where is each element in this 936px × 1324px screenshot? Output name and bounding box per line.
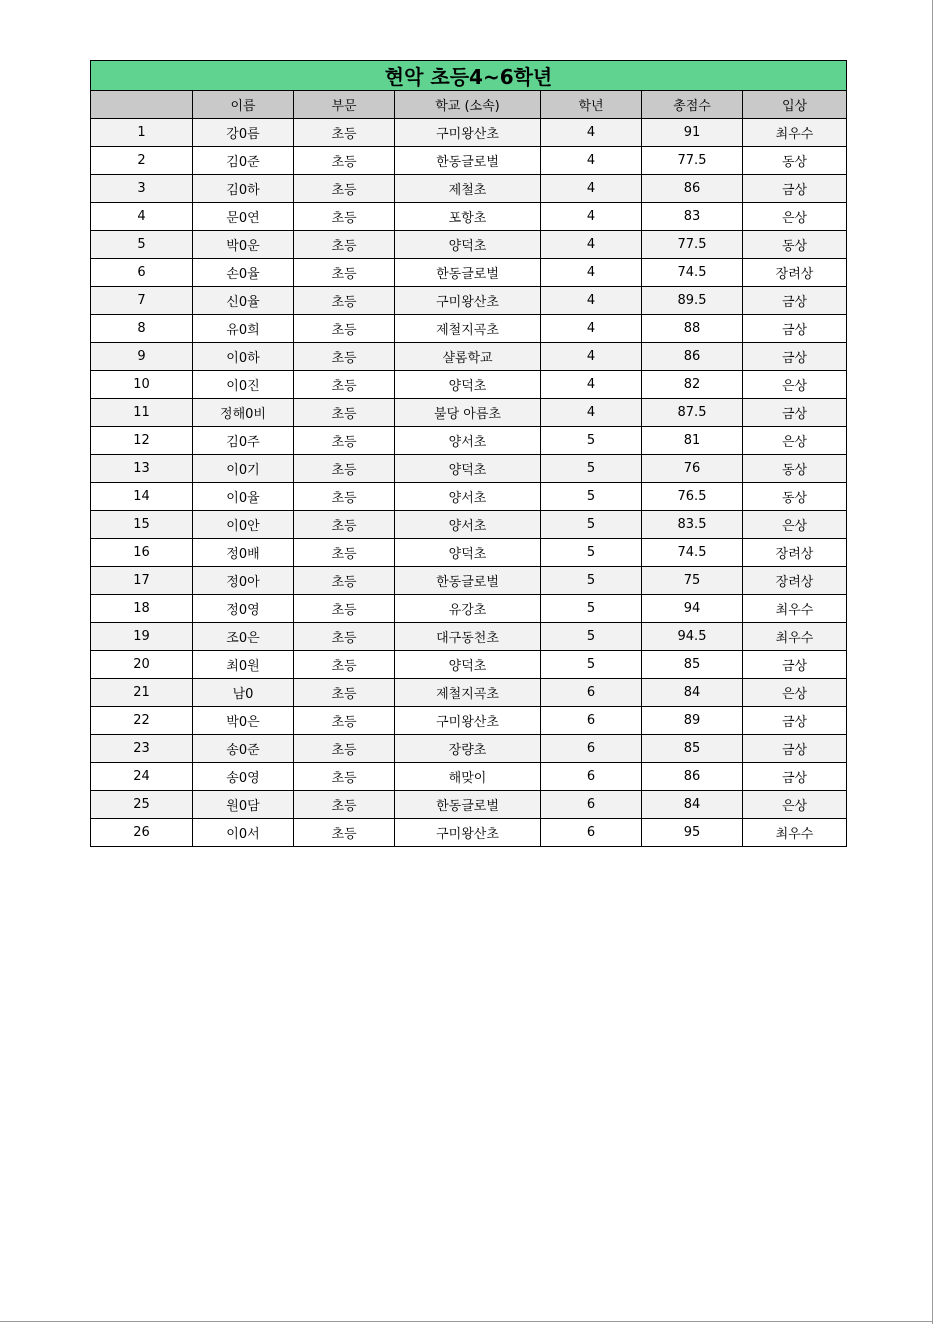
cell-name: 문0연	[193, 203, 294, 231]
cell-school: 제철지곡초	[395, 315, 541, 343]
table-row	[91, 623, 847, 651]
cell-grade: 5	[541, 483, 642, 511]
table-row	[91, 427, 847, 455]
cell-name: 박0은	[193, 707, 294, 735]
cell-index: 17	[91, 567, 193, 595]
results-table	[90, 60, 847, 847]
header-award: 입상	[743, 91, 847, 119]
cell-index: 9	[91, 343, 193, 371]
table-row	[91, 203, 847, 231]
cell-name: 유0희	[193, 315, 294, 343]
cell-division: 초등	[294, 371, 395, 399]
cell-grade: 5	[541, 595, 642, 623]
cell-school: 구미왕산초	[395, 819, 541, 847]
cell-name: 남0	[193, 679, 294, 707]
header-school: 학교 (소속)	[395, 91, 541, 119]
cell-index: 15	[91, 511, 193, 539]
table-row	[91, 511, 847, 539]
cell-award: 은상	[743, 511, 847, 539]
cell-total-score: 95	[642, 819, 743, 847]
cell-name: 정0배	[193, 539, 294, 567]
cell-award: 금상	[743, 287, 847, 315]
cell-award: 금상	[743, 651, 847, 679]
cell-school: 장량초	[395, 735, 541, 763]
table-row	[91, 343, 847, 371]
cell-division: 초등	[294, 343, 395, 371]
cell-school: 한동글로벌	[395, 147, 541, 175]
cell-award: 금상	[743, 399, 847, 427]
table-row	[91, 315, 847, 343]
cell-grade: 4	[541, 147, 642, 175]
cell-award: 은상	[743, 371, 847, 399]
table-row	[91, 735, 847, 763]
cell-total-score: 94	[642, 595, 743, 623]
cell-grade: 4	[541, 287, 642, 315]
cell-name: 이0진	[193, 371, 294, 399]
cell-award: 최우수	[743, 623, 847, 651]
cell-name: 정0영	[193, 595, 294, 623]
cell-total-score: 82	[642, 371, 743, 399]
cell-index: 8	[91, 315, 193, 343]
cell-division: 초등	[294, 175, 395, 203]
cell-school: 양서초	[395, 511, 541, 539]
cell-index: 6	[91, 259, 193, 287]
cell-grade: 5	[541, 427, 642, 455]
cell-total-score: 76.5	[642, 483, 743, 511]
table-row	[91, 483, 847, 511]
cell-award: 금상	[743, 343, 847, 371]
page-edge-right	[932, 0, 933, 1324]
cell-division: 초등	[294, 511, 395, 539]
cell-total-score: 86	[642, 343, 743, 371]
cell-index: 11	[91, 399, 193, 427]
cell-division: 초등	[294, 399, 395, 427]
cell-index: 16	[91, 539, 193, 567]
cell-index: 25	[91, 791, 193, 819]
cell-award: 금상	[743, 735, 847, 763]
cell-index: 2	[91, 147, 193, 175]
cell-division: 초등	[294, 455, 395, 483]
cell-grade: 6	[541, 819, 642, 847]
cell-index: 22	[91, 707, 193, 735]
table-row	[91, 763, 847, 791]
cell-award: 최우수	[743, 119, 847, 147]
cell-grade: 4	[541, 119, 642, 147]
cell-award: 장려상	[743, 539, 847, 567]
cell-name: 김0준	[193, 147, 294, 175]
table-row	[91, 371, 847, 399]
cell-total-score: 89.5	[642, 287, 743, 315]
cell-division: 초등	[294, 679, 395, 707]
header-name: 이름	[193, 91, 294, 119]
cell-name: 박0운	[193, 231, 294, 259]
cell-division: 초등	[294, 483, 395, 511]
cell-award: 은상	[743, 679, 847, 707]
table-row	[91, 595, 847, 623]
table-row	[91, 679, 847, 707]
cell-division: 초등	[294, 315, 395, 343]
cell-index: 24	[91, 763, 193, 791]
cell-index: 23	[91, 735, 193, 763]
cell-name: 송0영	[193, 763, 294, 791]
cell-grade: 5	[541, 623, 642, 651]
cell-index: 18	[91, 595, 193, 623]
cell-award: 최우수	[743, 819, 847, 847]
cell-school: 양서초	[395, 427, 541, 455]
table-row	[91, 819, 847, 847]
table-row	[91, 567, 847, 595]
cell-grade: 4	[541, 231, 642, 259]
cell-index: 5	[91, 231, 193, 259]
cell-school: 양서초	[395, 483, 541, 511]
cell-total-score: 76	[642, 455, 743, 483]
cell-total-score: 87.5	[642, 399, 743, 427]
cell-index: 4	[91, 203, 193, 231]
cell-division: 초등	[294, 567, 395, 595]
cell-name: 이0율	[193, 483, 294, 511]
cell-name: 김0주	[193, 427, 294, 455]
cell-index: 13	[91, 455, 193, 483]
cell-school: 양덕초	[395, 455, 541, 483]
cell-division: 초등	[294, 287, 395, 315]
cell-index: 1	[91, 119, 193, 147]
cell-total-score: 88	[642, 315, 743, 343]
cell-grade: 5	[541, 539, 642, 567]
cell-index: 3	[91, 175, 193, 203]
cell-total-score: 89	[642, 707, 743, 735]
cell-school: 불당 아름초	[395, 399, 541, 427]
table-row	[91, 455, 847, 483]
cell-total-score: 77.5	[642, 147, 743, 175]
cell-division: 초등	[294, 763, 395, 791]
cell-school: 한동글로벌	[395, 567, 541, 595]
cell-grade: 4	[541, 399, 642, 427]
cell-grade: 5	[541, 567, 642, 595]
cell-division: 초등	[294, 791, 395, 819]
cell-school: 양덕초	[395, 539, 541, 567]
cell-division: 초등	[294, 819, 395, 847]
cell-award: 최우수	[743, 595, 847, 623]
cell-index: 20	[91, 651, 193, 679]
cell-index: 26	[91, 819, 193, 847]
cell-division: 초등	[294, 427, 395, 455]
cell-name: 신0율	[193, 287, 294, 315]
cell-award: 장려상	[743, 259, 847, 287]
table-row	[91, 119, 847, 147]
cell-division: 초등	[294, 147, 395, 175]
cell-name: 김0하	[193, 175, 294, 203]
cell-grade: 5	[541, 455, 642, 483]
table-row	[91, 651, 847, 679]
header-index	[91, 91, 193, 119]
cell-award: 은상	[743, 427, 847, 455]
cell-award: 장려상	[743, 567, 847, 595]
cell-school: 양덕초	[395, 231, 541, 259]
cell-division: 초등	[294, 623, 395, 651]
cell-grade: 6	[541, 763, 642, 791]
cell-total-score: 74.5	[642, 259, 743, 287]
cell-school: 구미왕산초	[395, 287, 541, 315]
cell-grade: 4	[541, 315, 642, 343]
cell-grade: 6	[541, 735, 642, 763]
cell-grade: 5	[541, 511, 642, 539]
cell-school: 한동글로벌	[395, 259, 541, 287]
cell-award: 동상	[743, 231, 847, 259]
cell-total-score: 74.5	[642, 539, 743, 567]
cell-award: 금상	[743, 763, 847, 791]
cell-school: 구미왕산초	[395, 119, 541, 147]
title-row	[91, 61, 847, 91]
page-edge-bottom	[0, 1321, 933, 1322]
table-row	[91, 707, 847, 735]
cell-school: 한동글로벌	[395, 791, 541, 819]
cell-name: 손0율	[193, 259, 294, 287]
cell-index: 7	[91, 287, 193, 315]
cell-school: 제철지곡초	[395, 679, 541, 707]
cell-division: 초등	[294, 119, 395, 147]
cell-index: 12	[91, 427, 193, 455]
cell-division: 초등	[294, 539, 395, 567]
cell-school: 양덕초	[395, 371, 541, 399]
cell-total-score: 91	[642, 119, 743, 147]
table-row	[91, 175, 847, 203]
table-title: 현악 초등4~6학년	[91, 61, 847, 91]
cell-school: 유강초	[395, 595, 541, 623]
cell-division: 초등	[294, 735, 395, 763]
cell-division: 초등	[294, 595, 395, 623]
cell-school: 구미왕산초	[395, 707, 541, 735]
cell-school: 제철초	[395, 175, 541, 203]
table-row	[91, 399, 847, 427]
header-row	[91, 91, 847, 119]
cell-name: 이0하	[193, 343, 294, 371]
cell-division: 초등	[294, 203, 395, 231]
cell-division: 초등	[294, 259, 395, 287]
cell-award: 동상	[743, 455, 847, 483]
cell-grade: 4	[541, 371, 642, 399]
cell-name: 송0준	[193, 735, 294, 763]
cell-award: 금상	[743, 315, 847, 343]
cell-total-score: 86	[642, 763, 743, 791]
cell-index: 14	[91, 483, 193, 511]
cell-award: 금상	[743, 707, 847, 735]
cell-school: 샬롬학교	[395, 343, 541, 371]
cell-name: 이0서	[193, 819, 294, 847]
cell-total-score: 86	[642, 175, 743, 203]
cell-school: 대구동천초	[395, 623, 541, 651]
cell-index: 19	[91, 623, 193, 651]
cell-grade: 5	[541, 651, 642, 679]
cell-award: 동상	[743, 147, 847, 175]
cell-grade: 4	[541, 259, 642, 287]
cell-total-score: 85	[642, 651, 743, 679]
cell-name: 최0원	[193, 651, 294, 679]
cell-division: 초등	[294, 651, 395, 679]
cell-award: 금상	[743, 175, 847, 203]
cell-name: 조0은	[193, 623, 294, 651]
cell-division: 초등	[294, 707, 395, 735]
table-row	[91, 539, 847, 567]
cell-grade: 6	[541, 707, 642, 735]
header-division: 부문	[294, 91, 395, 119]
table-row	[91, 259, 847, 287]
table-row	[91, 791, 847, 819]
cell-grade: 4	[541, 175, 642, 203]
cell-name: 이0안	[193, 511, 294, 539]
cell-school: 해맞이	[395, 763, 541, 791]
cell-total-score: 84	[642, 679, 743, 707]
cell-total-score: 81	[642, 427, 743, 455]
cell-grade: 6	[541, 679, 642, 707]
cell-name: 정해0비	[193, 399, 294, 427]
cell-grade: 4	[541, 343, 642, 371]
cell-award: 동상	[743, 483, 847, 511]
cell-name: 원0담	[193, 791, 294, 819]
cell-name: 이0기	[193, 455, 294, 483]
table-row	[91, 287, 847, 315]
cell-school: 포항초	[395, 203, 541, 231]
cell-total-score: 77.5	[642, 231, 743, 259]
cell-total-score: 83	[642, 203, 743, 231]
header-total-score: 총점수	[642, 91, 743, 119]
cell-index: 10	[91, 371, 193, 399]
cell-total-score: 94.5	[642, 623, 743, 651]
cell-division: 초등	[294, 231, 395, 259]
cell-award: 은상	[743, 791, 847, 819]
cell-grade: 4	[541, 203, 642, 231]
cell-name: 정0아	[193, 567, 294, 595]
cell-index: 21	[91, 679, 193, 707]
cell-grade: 6	[541, 791, 642, 819]
cell-total-score: 84	[642, 791, 743, 819]
table-row	[91, 231, 847, 259]
header-grade: 학년	[541, 91, 642, 119]
table-row	[91, 147, 847, 175]
cell-total-score: 75	[642, 567, 743, 595]
cell-school: 양덕초	[395, 651, 541, 679]
cell-name: 강0름	[193, 119, 294, 147]
cell-award: 은상	[743, 203, 847, 231]
cell-total-score: 83.5	[642, 511, 743, 539]
cell-total-score: 85	[642, 735, 743, 763]
